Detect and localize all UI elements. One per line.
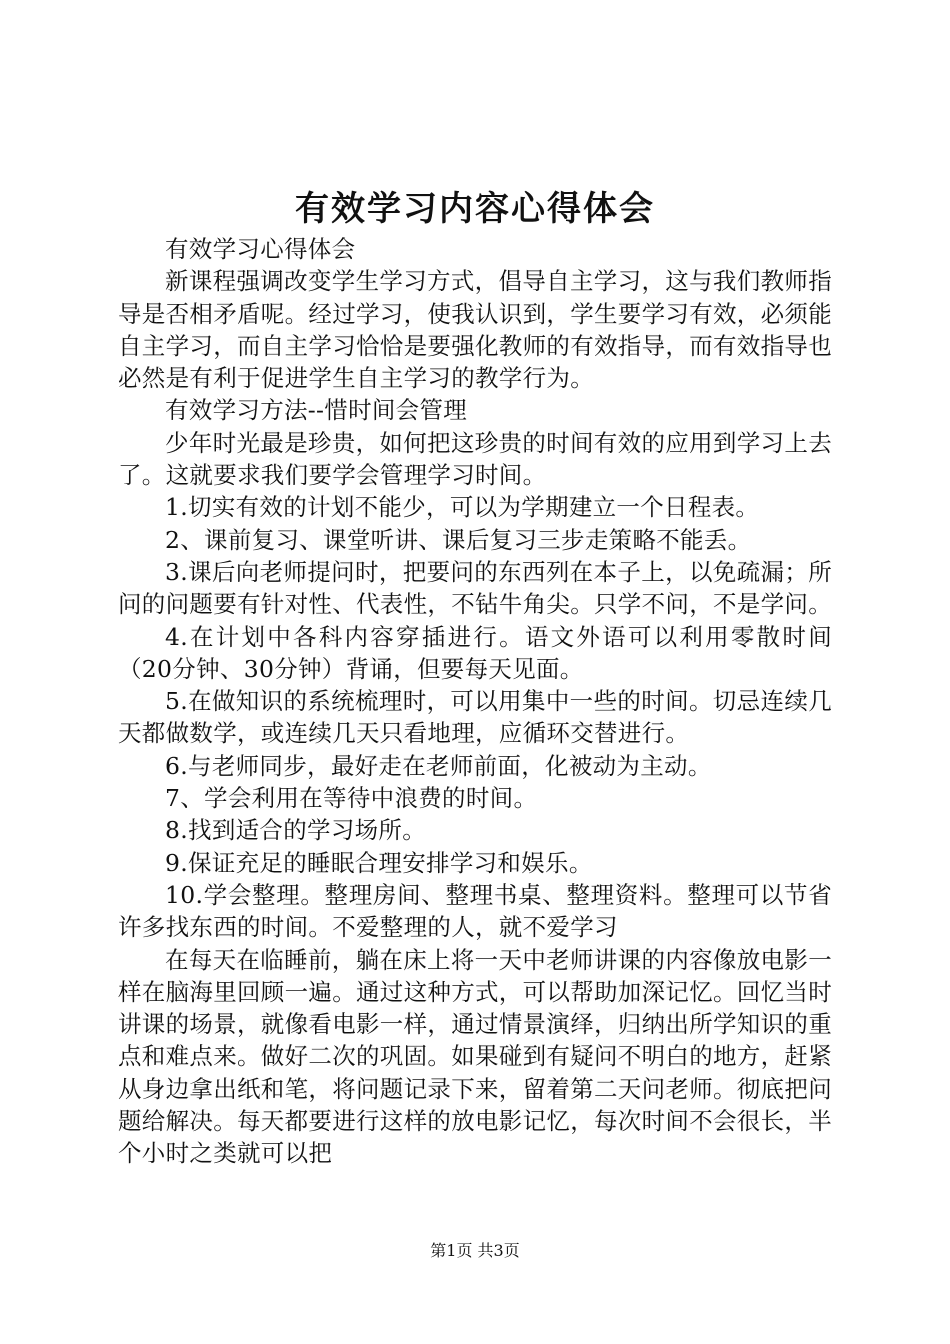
document-title: 有效学习内容心得体会 <box>295 189 655 229</box>
paragraph: 有效学习方法--惜时间会管理 <box>165 396 468 425</box>
paragraph: 10.学会整理。整理房间、整理书桌、整理资料。整理可以节省许多找东西的时间。不爱整理的人，就不爱学习 <box>118 880 832 942</box>
paragraph: 有效学习心得体会 <box>165 235 356 263</box>
paragraph: 在每天在临睡前，躺在床上将一天中老师讲课的内容像放电影一样在脑海里回顾一遍。通过这种方式，可以帮助加深记忆。回忆当时讲课的场景，就像看电影一样，通过情景演绎，归纳出所学知识的重点和难点来。做好二次的巩固。如果碰到有疑问不明白的地方，赶紧从身边拿出纸和笔，将问题记录下来，留着第二天问老师。彻底把问题给解决。每天都要进行这样的放电影记忆，每次时间不会很长，半个小时之类就可以把 <box>118 945 832 1168</box>
paragraph: 5.在做知识的系统梳理时，可以用集中一些的时间。切忌连续几天都做数学，或连续几天只看地理，应循环交替进行。 <box>118 687 832 748</box>
paragraph: 4.在计划中各科内容穿插进行。语文外语可以利用零散时间（20分钟、30分钟）背诵，但要每天见面。 <box>118 622 832 683</box>
paragraph: 6.与老师同步，最好走在老师前面，化被动为主动。 <box>165 751 712 780</box>
paragraph: 少年时光最是珍贵，如何把这珍贵的时间有效的应用到学习上去了。这就要求我们要学会管理学习时间。 <box>118 428 832 490</box>
paragraph: 1.切实有效的计划不能少，可以为学期建立一个日程表。 <box>165 493 760 522</box>
paragraph: 7、学会利用在等待中浪费的时间。 <box>165 784 538 813</box>
paragraph: 8.找到适合的学习场所。 <box>165 816 427 845</box>
document-body <box>118 233 832 1170</box>
page-footer: 第1页 共3页 <box>430 1241 520 1260</box>
paragraph: 3.课后向老师提问时，把要问的东西列在本子上，以免疏漏；所问的问题要有针对性、代表性，不钻牛角尖。只学不问，不是学问。 <box>118 557 832 619</box>
paragraph: 2、课前复习、课堂听讲、课后复习三步走策略不能丢。 <box>165 525 752 554</box>
paragraph: 新课程强调改变学生学习方式，倡导自主学习，这与我们教师指导是否相矛盾呢。经过学习，使我认识到，学生要学习有效，必须能自主学习，而自主学习恰恰是要强化教师的有效指导，而有效指导也必然是有利于促进学生自主学习的教学行为。 <box>118 267 832 393</box>
paragraph: 9.保证充足的睡眠合理安排学习和娱乐。 <box>165 848 593 877</box>
